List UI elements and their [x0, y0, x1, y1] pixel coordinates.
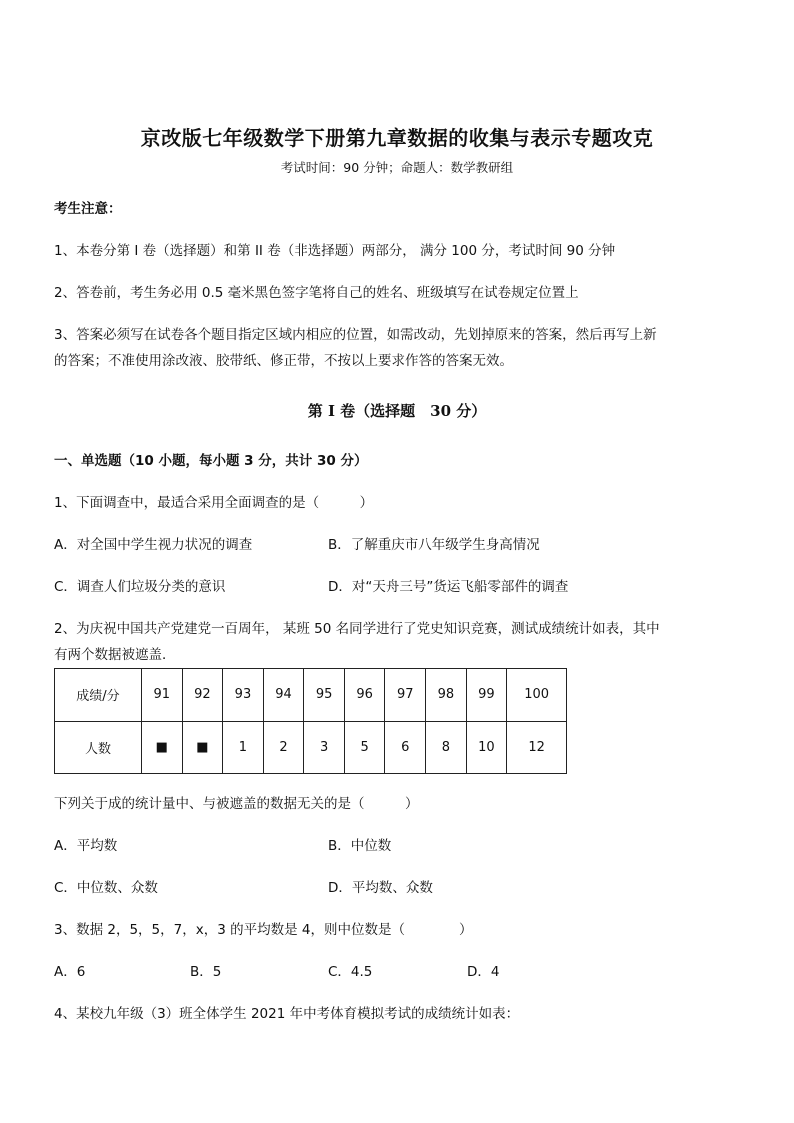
question-1-stem: 1、下面调查中，最适合采用全面调查的是（ ）	[54, 495, 374, 511]
table-cell: 91	[142, 669, 183, 722]
table-cell: 12	[507, 721, 567, 774]
exam-info: 考试时间：90 分钟；命题人：数学教研组	[280, 160, 514, 175]
notice-heading: 考生注意：	[54, 201, 122, 217]
table-cell: 95	[304, 669, 345, 722]
question-3-stem: 3、数据 2，5，5，7，x，3 的平均数是 4，则中位数是（ ）	[54, 922, 473, 938]
question-1-option-a[interactable]: A．对全国中学生视力状况的调查	[54, 537, 253, 553]
table-cell: 92	[182, 669, 223, 722]
table-cell: 3	[304, 721, 345, 774]
table-cell: 5	[344, 721, 385, 774]
table-cell: 96	[344, 669, 385, 722]
notice-item-3: 3、答案必须写在试卷各个题目指定区域内相应的位置，如需改动，先划掉原来的答案，然后再写上新	[54, 327, 657, 343]
question-2-stem-cont: 有两个数据被遮盖．	[54, 647, 176, 663]
notice-item-3-cont: 的答案；不准使用涂改液、胶带纸、修正带，不按以上要求作答的答案无效。	[54, 353, 513, 369]
question-3-option-b[interactable]: B．5	[190, 964, 222, 980]
part-title: 第 I 卷（选择题 30 分）	[307, 402, 487, 420]
question-4-stem: 4、某校九年级（3）班全体学生 2021 年中考体育模拟考试的成绩统计如表：	[54, 1006, 520, 1022]
table-cell: 93	[223, 669, 264, 722]
question-1-option-b[interactable]: B．了解重庆市八年级学生身高情况	[328, 537, 540, 553]
table-cell: 100	[507, 669, 567, 722]
table-cell: 2	[263, 721, 304, 774]
table-cell: 1	[223, 721, 264, 774]
question-2-option-c[interactable]: C．中位数、众数	[54, 880, 158, 896]
table-cell-covered: ■	[182, 721, 223, 774]
table-cell: 97	[385, 669, 426, 722]
notice-item-2: 2、答卷前，考生务必用 0.5 毫米黑色签字笔将自己的姓名、班级填写在试卷规定位置上	[54, 285, 579, 301]
table-header-count: 人数	[55, 721, 142, 774]
notice-item-1: 1、本卷分第 I 卷（选择题）和第 II 卷（非选择题）两部分， 满分 100 分，考试时间 90 分钟	[54, 243, 616, 259]
page-title: 京改版七年级数学下册第九章数据的收集与表示专题攻克	[140, 126, 654, 150]
table-header-score: 成绩/分	[55, 669, 142, 722]
question-3-option-d[interactable]: D．4	[467, 964, 500, 980]
question-1-option-d[interactable]: D．对“天舟三号”货运飞船零部件的调查	[328, 579, 569, 595]
table-cell: 8	[426, 721, 467, 774]
question-2-option-a[interactable]: A．平均数	[54, 838, 118, 854]
table-cell: 98	[426, 669, 467, 722]
question-3-option-a[interactable]: A．6	[54, 964, 86, 980]
table-cell: 6	[385, 721, 426, 774]
question-1-option-c[interactable]: C．调查人们垃圾分类的意识	[54, 579, 226, 595]
table-row-counts	[55, 721, 567, 774]
table-cell: 99	[466, 669, 507, 722]
score-table	[54, 668, 567, 774]
question-2-option-d[interactable]: D．平均数、众数	[328, 880, 433, 896]
question-3-option-c[interactable]: C．4.5	[328, 964, 373, 980]
question-2-option-b[interactable]: B．中位数	[328, 838, 392, 854]
table-cell: 94	[263, 669, 304, 722]
section-heading: 一、单选题（10 小题，每小题 3 分，共计 30 分）	[54, 453, 368, 469]
table-cell: 10	[466, 721, 507, 774]
question-2-follow: 下列关于成的统计量中、与被遮盖的数据无关的是（ ）	[54, 796, 419, 812]
question-2-stem: 2、为庆祝中国共产党建党一百周年， 某班 50 名同学进行了党史知识竞赛，测试成绩统计如表，其中	[54, 621, 660, 637]
table-cell-covered: ■	[142, 721, 183, 774]
table-row-scores	[55, 669, 567, 722]
